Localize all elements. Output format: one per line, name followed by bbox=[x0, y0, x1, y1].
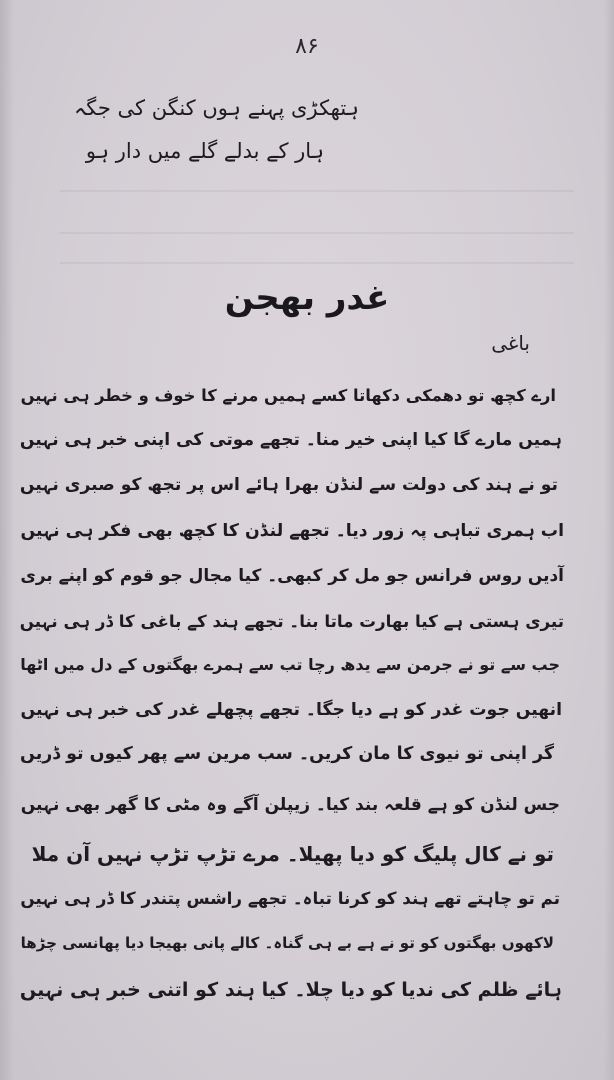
couplet-line-2: ہار کے بدلے گلے میں دار ہو bbox=[85, 139, 324, 163]
poem-line: تو نے ہند کی دولت سے لنڈن بھرا ہائے اس پر تجھ کو صبری نہیں bbox=[19, 475, 558, 495]
poem-line: تیری ہستی ہے کیا بھارت ماتا بنا۔ تجھے ہند کے باغی کا ڈر ہی نہیں bbox=[19, 612, 564, 631]
bleed-through-line bbox=[60, 262, 574, 264]
poem-title: غدر بھجن bbox=[224, 278, 390, 318]
bleed-through-line bbox=[60, 190, 574, 192]
poem-line: ارے کچھ تو دھمکی دکھاتا کسے ہمیں مرنے کا خوف و خطر ہی نہیں bbox=[20, 386, 556, 405]
poem-line: گر اپنی تو نیوی کا مان کریں۔ سب مرین سے پھر کیوں تو ڈریں bbox=[20, 744, 554, 764]
poem-line: لاکھوں بھگتوں کو تو نے ہے بے ہی گناہ۔ کالے پانی بھیجا دیا پھانسی چڑھا bbox=[20, 934, 554, 952]
couplet-line-1: ہتھکڑی پہنے ہوں کنگن کی جگہ bbox=[74, 96, 359, 120]
bleed-through-line bbox=[60, 232, 574, 234]
poem-line: تو نے کال پلیگ کو دیا پھیلا۔ مرے تڑپ تڑپ نہیں آن ملا bbox=[31, 842, 554, 866]
poem-line: آدیں روس فرانس جو مل کر کبھی۔ کیا مجال جو قوم کو اپنے بری bbox=[20, 565, 564, 585]
poem-line: ہائے ظلم کی ندیا کو دیا چلا۔ کیا ہند کو اتنی خبر ہی نہیں bbox=[19, 978, 562, 1001]
page-number: ۸۶ bbox=[295, 34, 319, 59]
poem-line: ہمیں مارے گا کیا اپنی خیر منا۔ تجھے موتی کی اپنی خبر ہی نہیں bbox=[19, 430, 562, 450]
poem-line: جس لنڈن کو ہے قلعہ بند کیا۔ زیپلن آگے وہ مٹی کا گھر بھی نہیں bbox=[20, 795, 560, 815]
poem-line: انھیں جوت غدر کو ہے دیا جگا۔ تجھے پچھلے غدر کی خبر ہی نہیں bbox=[20, 700, 562, 720]
poem-line: تم تو چاہتے تھے ہند کو کرنا تباہ۔ تجھے راشس پتندر کا ڈر ہی نہیں bbox=[20, 888, 560, 908]
poem-line: اب ہمری تباہی پہ زور دیا۔ تجھے لنڈن کا کچھ بھی فکر ہی نہیں bbox=[20, 521, 564, 541]
poem-author: باغی bbox=[491, 331, 530, 355]
poem-line: جب سے تو نے جرمن سے یدھ رچا تب سے ہمرے بھگتوں کے دل میں اٹھا bbox=[20, 655, 560, 674]
